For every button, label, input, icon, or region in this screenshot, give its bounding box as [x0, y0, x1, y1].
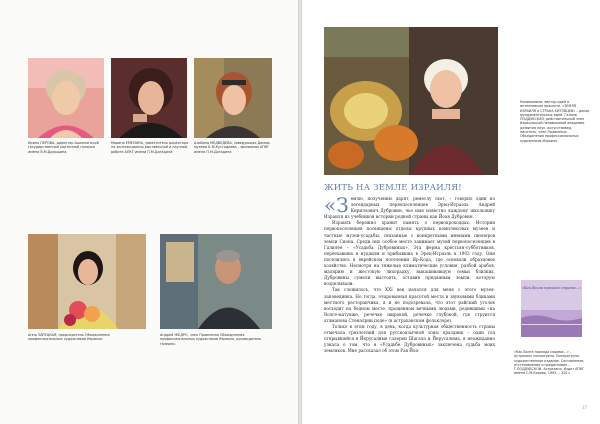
caption-albina-medvedeva: Альбина МЕДВЕДЕВА, заведующая Домом-музеем Б.М.Кустодиева – филиалом АПКГ имени П.М.Догадина	[194, 141, 271, 154]
left-page	[0, 0, 298, 424]
section-title: ЖИТЬ НА ЗЕМЛЕ ИЗРАИЛЯ!	[324, 183, 462, 193]
photo-albina-medvedeva	[194, 58, 272, 138]
page-number: 37	[582, 405, 588, 410]
article-paragraph: Только в этом году, в день, когда культурная общественность страны отмечала трехлетний для русскоязычной зоны праздник – один год открывшейся в Йерусалиме галереи Шагала и Йерусалима, я неожиданно узнала о том, что в «Усадьбе Дубровиных» заключена судьба моих земляков. Мне рассказал об этом Рав Йоа-	[324, 323, 495, 354]
caption-andrey-zhedro: Андрей ЖЕДРО, член Правления Объединения профессиональных художников Израиля, руководитель галереи.	[160, 333, 262, 346]
caption-anna-zaretskaya: Анна ЗАРЕЦКАЯ, председатель Объединения профессиональных художников Израиля.	[28, 333, 110, 342]
article-paragraph	[324, 193, 495, 220]
caption-irina-perova: Ирина ПЕРОВА, директор Ашкелонской государственной картинной галереи имени В.М.Дорошина.	[28, 141, 99, 154]
photo-caption-right-top: Ниниашвили: вектор идей в интенсивном процессе. «ЗЕМЛЯ ИЗРАИЛЯ и СТРАНА КИТОВЦЕВ» – декор фундаментальных идей. Галина ПОДДУБСКАЯ, действительный член Израильской независимой академии развития наук, искусствовед, писатель, член Правления Объединения профессиональных художников Израиля.	[520, 100, 590, 143]
photo-anna-zaretskaya	[28, 234, 146, 329]
book-caption: «Как Волга прихода сюрама…» – Астрахань посмотрела. Литературно-художественное издание. Составление, отстановление и предисловие – Г.ПОДДУБСКОЙ. Астрахань: Издат АПКГ имени С.М.Кирова, 1995. – 320 с.	[514, 350, 585, 376]
photo-andrey-zhedro	[160, 234, 272, 329]
book-cover-title: «Как Волга прихода сюрама…»	[521, 286, 582, 290]
article-paragraph: Израиль бережно хранит память о первопроходцах. Истории первопоселенцев посвящены отделы крупных комплексных музеев и частные музеи-усадьбы, связанные с конкретными именами пионеров земли Сиона. Среди них особое место занимает музей первопоселенцев в Галилее – «Усадьба Дубровиных». Эта ферма крестьян-субботников, переехавших в иудаизм и прибывших в Эрец-Исраэль в 1903 году. Они поселились в еврейском поселении Яр-Кода, где основали образцовое хозяйство. Несмотря на тяжелые климатические условия, разбой арабов, малярию и жестокую лихорадку, выкашивавшую семьи близких, Дубровины сумели выстоять, оставив преданным земли, которую возделывали.	[324, 220, 495, 287]
caption-marina-emelina: Марина ЕМЕЛИНА, заместитель директора по экспозиционно-выставочной и научной работе АПКГ имени П.М.Догадина	[111, 141, 189, 154]
article-paragraph: Так сложилось, что XXI век начался для меня с этого музея-заповедника. Но тогда, очарованная красотой места и звуковыми бликами местного ресторанчика, я и не подозревала, что этот райский уголок восходит на бедном месте, прощенном вечными людьми, родившими «на Волге-матушке, речечке широкой, речечке глубокой, где струится атаманова Стеналрии поде» (в астраханском фольклоре).	[324, 287, 495, 323]
photo-irina-perova	[28, 58, 104, 138]
photo-marina-emelina	[111, 58, 187, 138]
article-body	[324, 193, 495, 354]
paragraph-text: емлю, получению дарят, ремеслу скот, – говорил один из легендарных первопоселенцев Эрец-Исраэль Андрей Кириллович Дубровин, чье имя известно каждому школьнику Израиля из учебников истории родной страны как Йоав Дубровин.	[324, 196, 495, 220]
book-cover-art	[521, 280, 582, 337]
dropcap: «З	[324, 193, 349, 217]
book-cover	[521, 280, 582, 337]
photo-galina-poddubskaya	[324, 27, 498, 175]
